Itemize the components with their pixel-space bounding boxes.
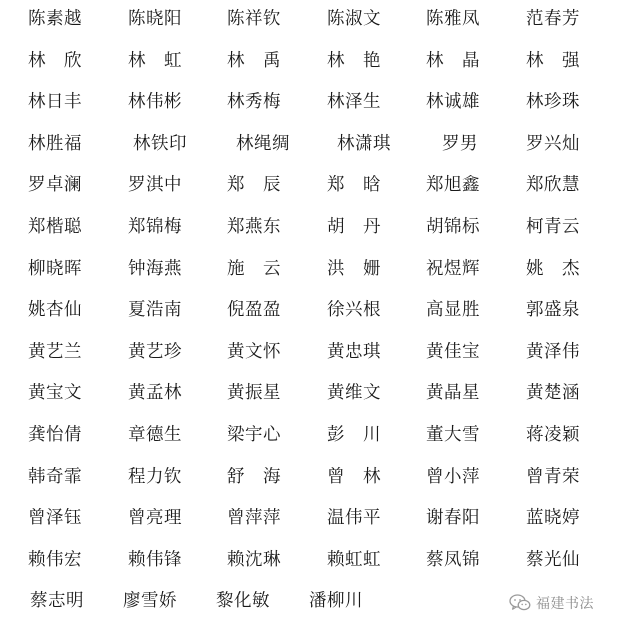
name-entry: 程力钦 <box>128 467 182 487</box>
name-entry: 柯青云 <box>526 217 580 237</box>
name-entry: 施 云 <box>227 259 281 279</box>
name-entry: 高显胜 <box>426 300 480 320</box>
name-entry: 黄振星 <box>227 383 281 403</box>
name-entry: 舒 海 <box>227 467 281 487</box>
name-entry: 蔡光仙 <box>526 550 580 570</box>
name-entry: 林伟彬 <box>128 92 182 112</box>
name-entry: 蔡志明 <box>30 591 84 611</box>
name-entry: 郑 晗 <box>327 175 381 195</box>
name-entry: 郑锦梅 <box>128 217 182 237</box>
name-entry: 蓝晓婷 <box>526 508 580 528</box>
name-entry: 陈雅凤 <box>426 9 480 29</box>
name-entry: 林 强 <box>526 51 580 71</box>
name-entry: 祝煜辉 <box>426 259 480 279</box>
name-entry: 洪 姗 <box>327 259 381 279</box>
name-entry: 林珍珠 <box>526 92 580 112</box>
name-entry: 彭 川 <box>327 425 381 445</box>
name-entry: 林 欣 <box>28 51 82 71</box>
name-entry: 谢春阳 <box>426 508 480 528</box>
name-entry: 曾 林 <box>327 467 381 487</box>
name-entry: 徐兴根 <box>327 300 381 320</box>
name-entry: 罗卓澜 <box>28 175 82 195</box>
name-entry: 潘柳川 <box>309 591 363 611</box>
name-entry: 曾青荣 <box>526 467 580 487</box>
name-entry: 林绳绸 <box>236 134 290 154</box>
name-entry: 倪盈盈 <box>227 300 281 320</box>
name-entry: 姚 杰 <box>526 259 580 279</box>
name-entry: 曾小萍 <box>426 467 480 487</box>
wechat-icon <box>509 594 531 612</box>
watermark-text: 福建书法 <box>536 596 594 612</box>
name-entry: 林 禹 <box>227 51 281 71</box>
name-entry: 林潇琪 <box>337 134 391 154</box>
name-entry: 郭盛泉 <box>526 300 580 320</box>
name-entry: 曾泽钰 <box>28 508 82 528</box>
name-entry: 黄忠琪 <box>327 342 381 362</box>
name-entry: 郑 辰 <box>227 175 281 195</box>
name-entry: 温伟平 <box>327 508 381 528</box>
name-entry: 柳晓晖 <box>28 259 82 279</box>
name-entry: 梁宇心 <box>227 425 281 445</box>
name-entry: 黄宝文 <box>28 383 82 403</box>
name-entry: 赖虹虹 <box>327 550 381 570</box>
name-entry: 黎化敏 <box>216 591 270 611</box>
name-entry: 廖雪娇 <box>123 591 177 611</box>
watermark <box>509 592 594 614</box>
name-entry: 蔡凤锦 <box>426 550 480 570</box>
name-entry: 赖伟锋 <box>128 550 182 570</box>
name-entry: 郑旭鑫 <box>426 175 480 195</box>
name-entry: 林铁印 <box>133 134 187 154</box>
name-entry: 章德生 <box>128 425 182 445</box>
name-entry: 蒋凌颖 <box>526 425 580 445</box>
name-entry: 黄晶星 <box>426 383 480 403</box>
name-entry: 黄佳宝 <box>426 342 480 362</box>
name-entry: 韩奇霏 <box>28 467 82 487</box>
name-entry: 姚杏仙 <box>28 300 82 320</box>
name-entry: 曾亮理 <box>128 508 182 528</box>
name-entry: 罗兴灿 <box>526 134 580 154</box>
name-entry: 郑燕东 <box>227 217 281 237</box>
name-entry: 林 艳 <box>327 51 381 71</box>
name-entry: 钟海燕 <box>128 259 182 279</box>
name-entry: 林秀梅 <box>227 92 281 112</box>
name-entry: 林日丰 <box>28 92 82 112</box>
name-entry: 陈祥钦 <box>227 9 281 29</box>
name-entry: 陈晓阳 <box>128 9 182 29</box>
name-entry: 黄泽伟 <box>526 342 580 362</box>
name-entry: 林诚雄 <box>426 92 480 112</box>
name-entry: 黄维文 <box>327 383 381 403</box>
name-entry: 赖沈琳 <box>227 550 281 570</box>
name-entry: 胡 丹 <box>327 217 381 237</box>
name-entry: 陈素越 <box>28 9 82 29</box>
name-entry: 黄艺珍 <box>128 342 182 362</box>
name-entry: 董大雪 <box>426 425 480 445</box>
name-entry: 黄楚涵 <box>526 383 580 403</box>
name-entry: 罗男 <box>442 134 478 154</box>
name-entry: 郑欣慧 <box>526 175 580 195</box>
name-entry: 林 虹 <box>128 51 182 71</box>
name-entry: 范春芳 <box>526 9 580 29</box>
name-entry: 林 晶 <box>426 51 480 71</box>
name-entry: 陈淑文 <box>327 9 381 29</box>
name-entry: 林胜福 <box>28 134 82 154</box>
name-entry: 黄文怀 <box>227 342 281 362</box>
name-entry: 郑楷聪 <box>28 217 82 237</box>
name-entry: 胡锦标 <box>426 217 480 237</box>
name-entry: 黄孟林 <box>128 383 182 403</box>
name-entry: 曾萍萍 <box>227 508 281 528</box>
name-entry: 林泽生 <box>327 92 381 112</box>
name-entry: 龚怡倩 <box>28 425 82 445</box>
name-entry: 赖伟宏 <box>28 550 82 570</box>
name-entry: 黄艺兰 <box>28 342 82 362</box>
name-entry: 夏浩南 <box>128 300 182 320</box>
name-entry: 罗淇中 <box>128 175 182 195</box>
